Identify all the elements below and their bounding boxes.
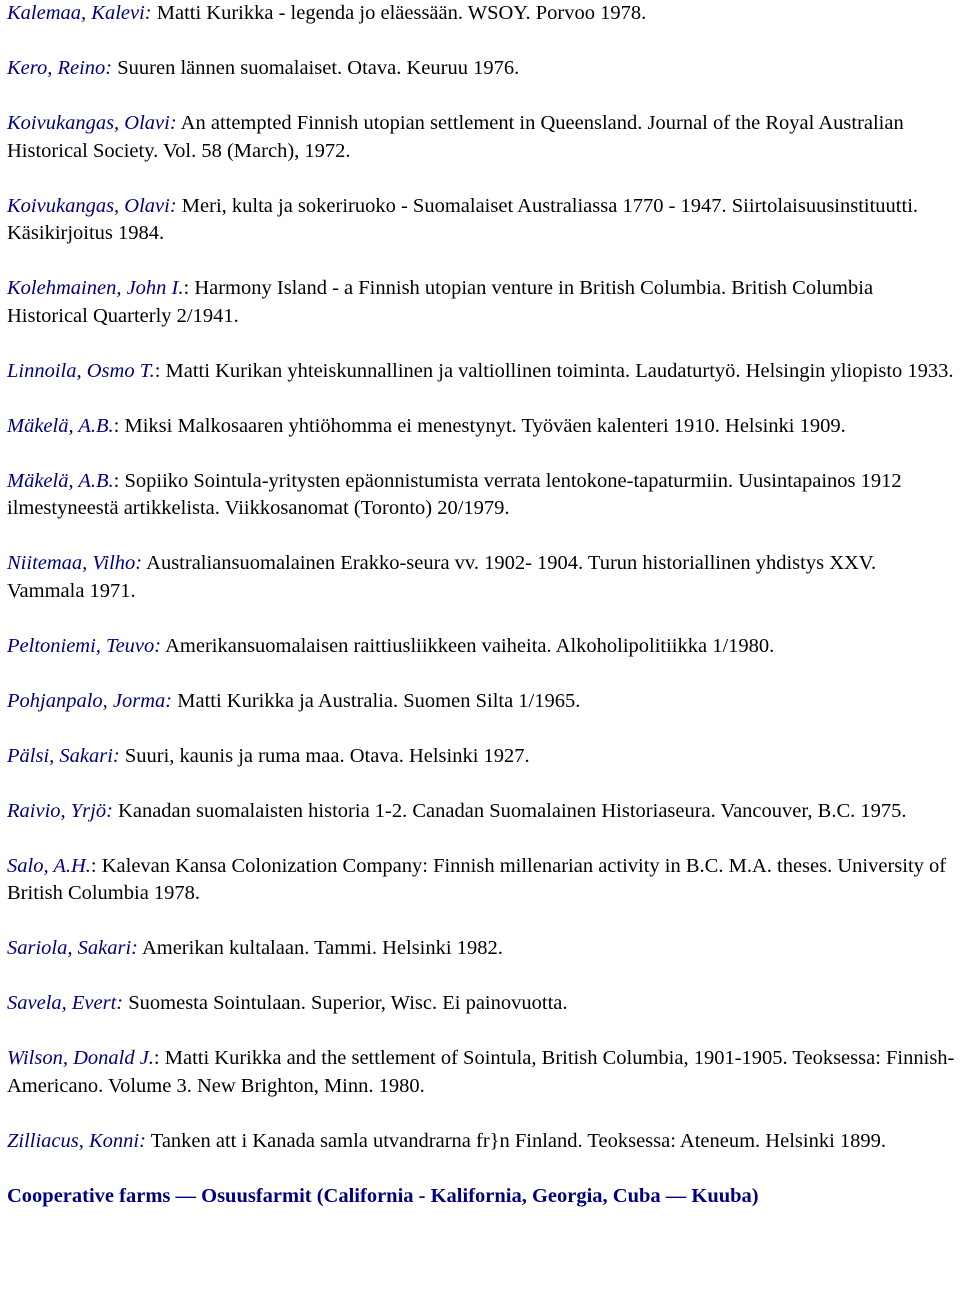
bibliography-entry <box>7 110 957 165</box>
entry-author: Pohjanpalo, Jorma: <box>7 689 173 712</box>
entry-text: Matti Kurikka ja Australia. Suomen Silta 1/1965. <box>172 689 581 712</box>
bibliography-entry <box>7 743 957 771</box>
entry-text: Matti Kurikka - legenda jo eläessään. WSOY. Porvoo 1978. <box>151 2 647 24</box>
bibliography-entry <box>7 468 957 523</box>
entry-author: Raivio, Yrjö: <box>7 799 113 822</box>
bibliography-entry <box>7 413 957 441</box>
entry-text: Suomesta Sointulaan. Superior, Wisc. Ei painovuotta. <box>123 992 568 1014</box>
bibliography-entry <box>7 798 957 826</box>
entry-text: : Matti Kurikka and the settlement of Sointula, British Columbia, 1901-1905. Teoksessa: Finnish-Americano. Volume 3. New Brighton, Minn. 1980. <box>7 1047 955 1097</box>
bibliography-entry <box>7 1045 957 1100</box>
entry-author: Kolehmainen, John I. <box>7 277 184 299</box>
entry-author: Wilson, Donald J. <box>7 1047 154 1069</box>
bibliography-entry <box>7 193 957 248</box>
bibliography-entry <box>7 358 957 386</box>
section-heading: Cooperative farms — Osuusfarmit (California - Kalifornia, Georgia, Cuba — Kuuba) <box>7 1184 759 1207</box>
entry-text: : Sopiiko Sointula-yritysten epäonnistumista verrata lentokone-tapaturmiin. Uusintapainos 1912 ilmestyneestä artikkelista. Viikkosanomat (Toronto) 20/1979. <box>7 469 902 519</box>
entry-text: Suuren lännen suomalaiset. Otava. Keuruu 1976. <box>112 57 520 79</box>
bibliography-entry <box>7 0 957 28</box>
bibliography-entry <box>7 633 957 661</box>
bibliography-entry <box>7 275 957 330</box>
entry-text: : Matti Kurikan yhteiskunnallinen ja valtiollinen toiminta. Laudaturtyö. Helsingin yliopisto 1933. <box>154 359 954 382</box>
entry-text: Kanadan suomalaisten historia 1-2. Canadan Suomalainen Historiaseura. Vancouver, B.C. 1975. <box>112 799 907 822</box>
entry-text: Meri, kulta ja sokeriruoko - Suomalaiset Australiassa 1770 - 1947. Siirtolaisuusinstituutti. Käsikirjoitus 1984. <box>7 194 919 244</box>
entry-text: : Kalevan Kansa Colonization Company: Finnish millenarian activity in B.C. M.A. theses. University of British Columbia 1978. <box>7 854 947 904</box>
bibliography-entry <box>7 853 957 908</box>
entry-text: Tanken att i Kanada samla utvandrarna fr}n Finland. Teoksessa: Ateneum. Helsinki 1899. <box>145 1129 887 1152</box>
bibliography-list <box>7 0 957 1155</box>
entry-author: Savela, Evert: <box>7 992 124 1014</box>
entry-author: Koivukangas, Olavi: <box>7 194 177 217</box>
entry-author: Niitemaa, Vilho: <box>7 552 143 574</box>
entry-text: Australiansuomalainen Erakko-seura vv. 1902- 1904. Turun historiallinen yhdistys XXV. Vammala 1971. <box>7 552 877 602</box>
bibliography-entry <box>7 990 957 1018</box>
entry-author: Linnoila, Osmo T. <box>7 359 155 382</box>
entry-author: Kalemaa, Kalevi: <box>7 2 152 24</box>
bibliography-entry <box>7 935 957 963</box>
bibliography-entry <box>7 550 957 605</box>
bibliography-entry <box>7 688 957 716</box>
entry-author: Sariola, Sakari: <box>7 937 138 959</box>
entry-author: Mäkelä, A.B. <box>7 414 114 437</box>
entry-author: Pälsi, Sakari: <box>7 744 120 767</box>
entry-author: Zilliacus, Konni: <box>7 1129 146 1152</box>
entry-text: : Harmony Island - a Finnish utopian venture in British Columbia. British Columbia Historical Quarterly 2/1941. <box>7 277 874 327</box>
bibliography-entry <box>7 55 957 83</box>
entry-author: Koivukangas, Olavi: <box>7 112 177 134</box>
entry-text: Amerikansuomalaisen raittiusliikkeen vaiheita. Alkoholipolitiikka 1/1980. <box>161 634 775 657</box>
entry-author: Salo, A.H. <box>7 854 91 877</box>
entry-author: Kero, Reino: <box>7 57 113 79</box>
entry-text: Amerikan kultalaan. Tammi. Helsinki 1982. <box>137 937 503 959</box>
entry-author: Mäkelä, A.B. <box>7 469 114 492</box>
entry-text: An attempted Finnish utopian settlement in Queensland. Journal of the Royal Australian Historical Society. Vol. 58 (March), 1972. <box>7 112 904 162</box>
entry-text: : Miksi Malkosaaren yhtiöhomma ei menestynyt. Työväen kalenteri 1910. Helsinki 1909. <box>113 414 846 437</box>
bibliography-entry <box>7 1128 957 1156</box>
bibliography-document <box>7 0 957 1210</box>
entry-text: Suuri, kaunis ja ruma maa. Otava. Helsinki 1927. <box>119 744 530 767</box>
entry-author: Peltoniemi, Teuvo: <box>7 634 162 657</box>
